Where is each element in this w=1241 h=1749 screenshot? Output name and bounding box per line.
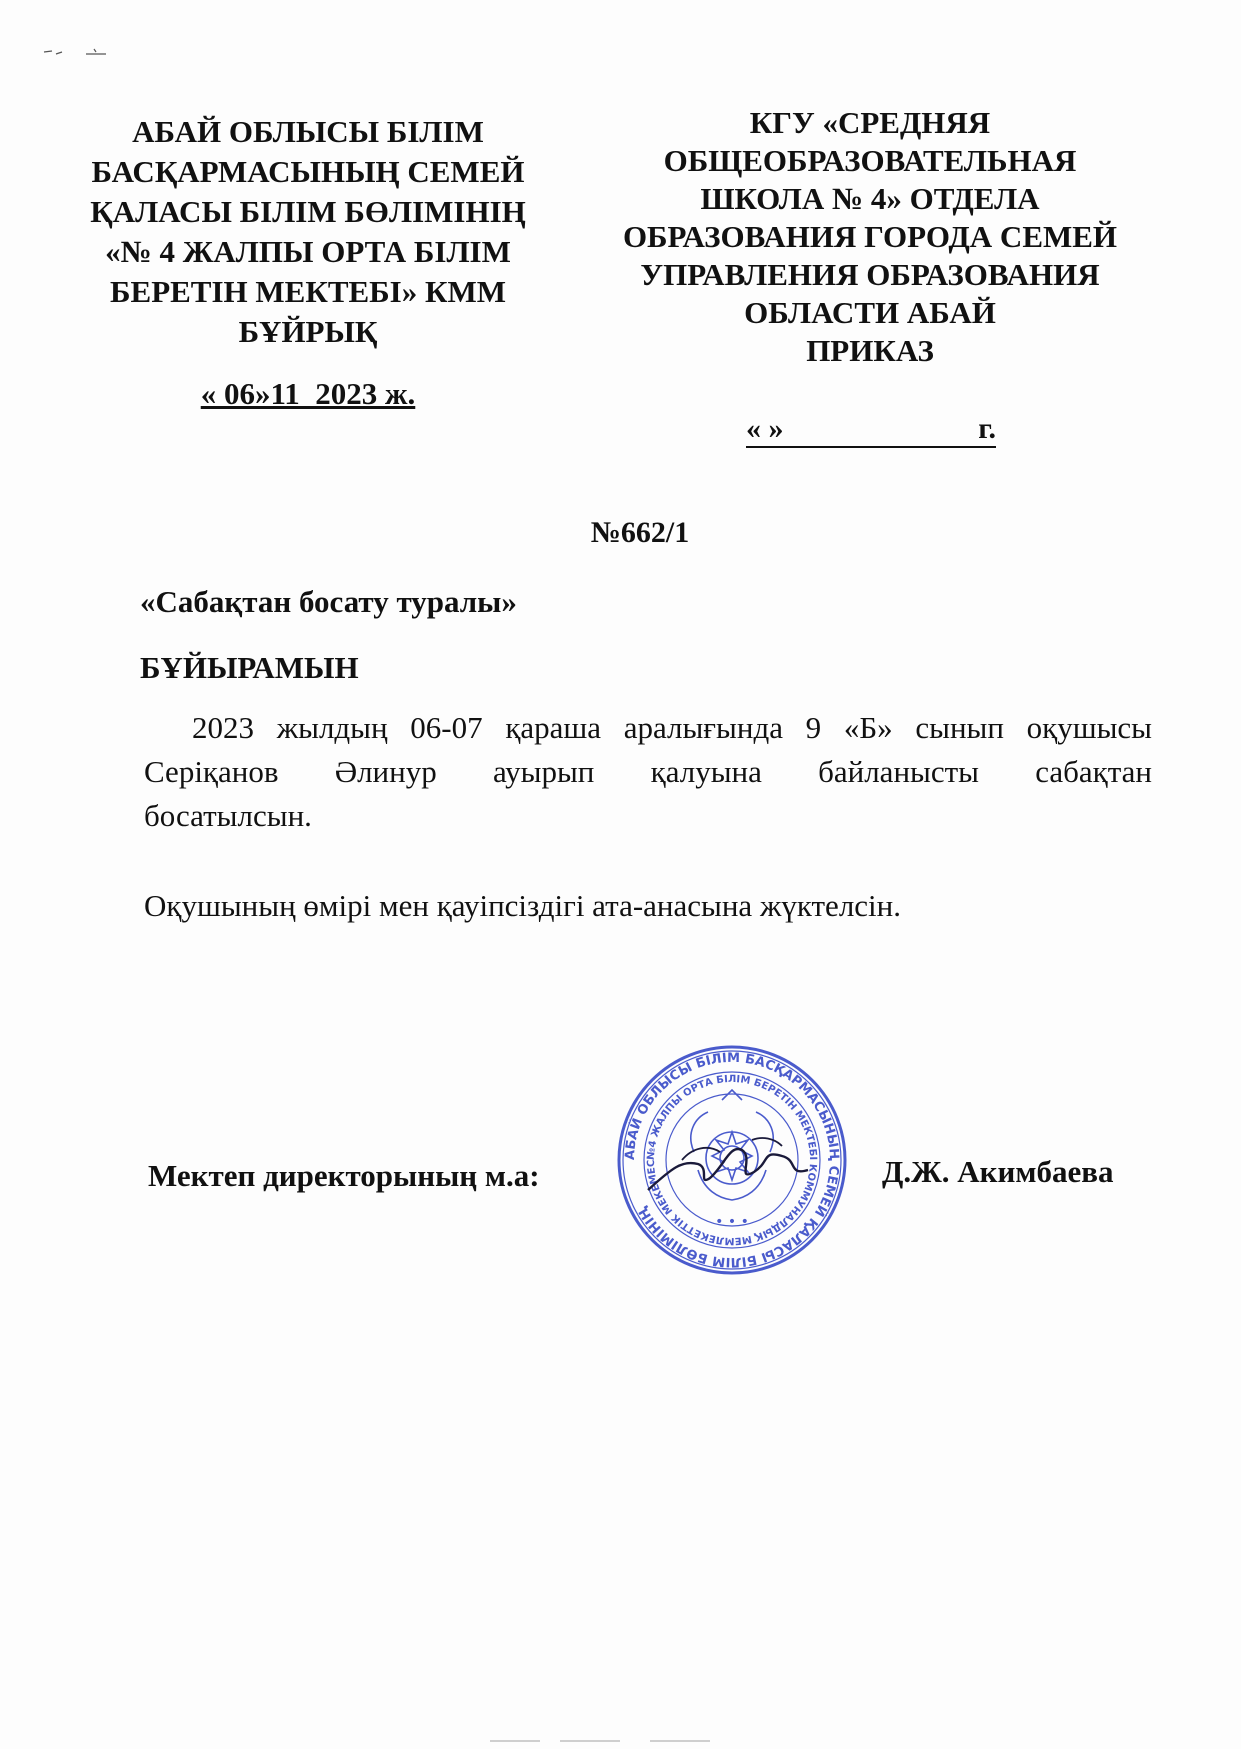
- order-date-russian: [746, 412, 996, 448]
- order-responsibility: Оқушының өмірі мен қауіпсіздігі ата-анасына жүктелсін.: [144, 888, 902, 923]
- header-kazakh: [88, 112, 528, 352]
- order-body-line: Серіқанов Әлинур ауырып қалуына байланысты сабақтан: [144, 754, 1152, 789]
- scan-edge-artifact: [480, 1738, 740, 1744]
- header-kazakh-line: БАСҚАРМАСЫНЫҢ СЕМЕЙ: [91, 154, 525, 189]
- order-number: №662/1: [590, 516, 690, 549]
- header-russian-line: ШКОЛА № 4» ОТДЕЛА: [700, 181, 1040, 216]
- order-body-line: босатылсын.: [144, 798, 312, 833]
- order-subject: «Сабақтан босату туралы»: [140, 584, 517, 619]
- header-russian-line: ОБЛАСТИ АБАЙ: [744, 295, 996, 330]
- date-russian-quotes: « »: [746, 412, 784, 445]
- scan-artifact: [42, 46, 108, 60]
- stamp-dots: • • •: [715, 1214, 749, 1230]
- header-kazakh-line: ҚАЛАСЫ БІЛІМ БӨЛІМІНІҢ: [90, 194, 526, 229]
- header-kazakh-line: БЕРЕТІН МЕКТЕБІ» КММ: [110, 274, 506, 309]
- header-russian-line: КГУ «СРЕДНЯЯ: [749, 105, 991, 140]
- order-directive: БҰЙЫРАМЫН: [140, 650, 359, 685]
- state-emblem-icon: [691, 1090, 773, 1200]
- stamp-inner-text: №4 ЖАЛПЫ ОРТА БІЛІМ БЕРЕТІН МЕКТЕБІ КОММУНАЛДЫҚ МЕМЛЕКЕТТІК МЕКЕМЕС: [645, 1073, 819, 1247]
- date-russian-suffix: г.: [978, 412, 996, 445]
- header-russian-line: ОБРАЗОВАНИЯ ГОРОДА СЕМЕЙ: [622, 219, 1118, 254]
- header-kazakh-line: БҰЙРЫҚ: [238, 314, 378, 349]
- order-body: [144, 706, 1152, 838]
- official-stamp: [612, 1040, 852, 1280]
- order-date-kazakh: « 06»11 2023 ж.: [200, 376, 416, 411]
- stamp-outer-text: АБАЙ ОБЛЫСЫ БІЛІМ БАСҚАРМАСЫНЫҢ СЕМЕЙ ҚАЛАСЫ БІЛІМ БӨЛІМІНІҢ: [622, 1050, 842, 1270]
- header-russian-line: ОБЩЕОБРАЗОВАТЕЛЬНАЯ: [663, 143, 1077, 178]
- order-body-line: 2023 жылдың 06-07 қараша аралығында 9 «Б» сынып оқушысы: [192, 710, 1152, 745]
- header-kazakh-line: «№ 4 ЖАЛПЫ ОРТА БІЛІМ: [105, 234, 511, 269]
- signatory-name: Д.Ж. Акимбаева: [882, 1154, 1114, 1189]
- signatory-title: Мектеп директорының м.а:: [148, 1158, 540, 1193]
- header-russian: [580, 104, 1160, 370]
- header-russian-line: ПРИКАЗ: [806, 333, 934, 368]
- header-kazakh-line: АБАЙ ОБЛЫСЫ БІЛІМ: [132, 114, 484, 149]
- header-russian-line: УПРАВЛЕНИЯ ОБРАЗОВАНИЯ: [640, 257, 1100, 292]
